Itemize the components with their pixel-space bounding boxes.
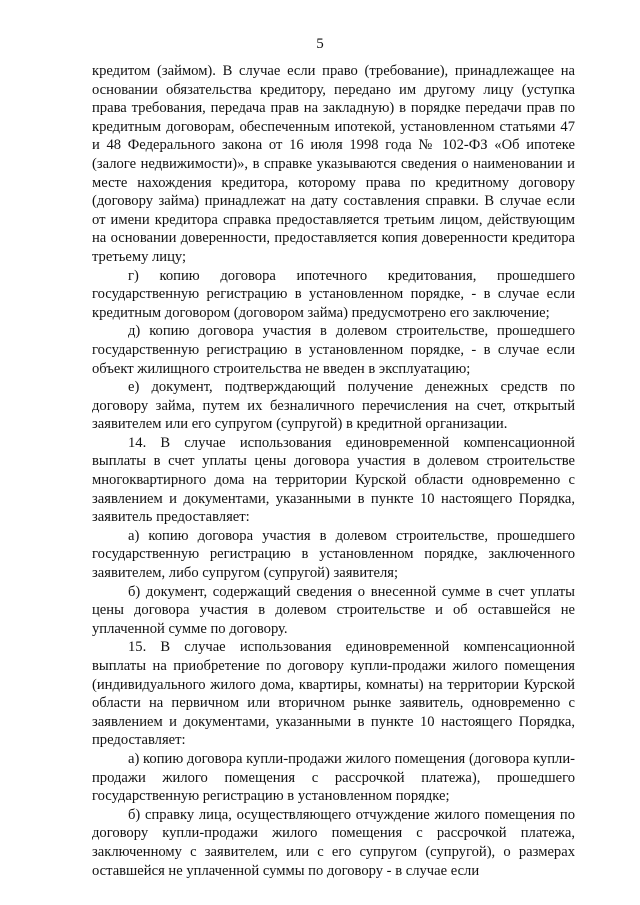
paragraph-item-g: г) копию договора ипотечного кредитования, прошедшего государственную регистрацию в установленном порядке, - в случае если кредитным договором (договором займа) предусмотрено его заключение;: [92, 267, 575, 321]
paragraph-14-item-a: а) копию договора участия в долевом строительстве, прошедшего государственную регистрацию в установленном порядке, заключенного заявителем, либо супругом (супругой) заявителя;: [92, 527, 575, 582]
paragraph-15-item-b: б) справку лица, осуществляющего отчуждение жилого помещения по договору купли-продажи жилого помещения с рассрочкой платежа, заключенному с заявителем, или с его супругом (супругой), о размерах оставшейся не уплаченной суммы по договору - в случае если: [92, 806, 575, 879]
paragraph-section-14: 14. В случае использования единовременной компенсационной выплаты в счет уплаты цены договора участия в долевом строительстве многоквартирного дома на территории Курской области одновременно с заявлением и документами, указанными в пункте 10 настоящего Порядка, заявитель предоставляет:: [92, 434, 575, 526]
page-number: 5: [316, 36, 324, 52]
paragraph-15-item-a: а) копию договора купли-продажи жилого помещения (договора купли-продажи жилого помещения с рассрочкой платежа), прошедшего государственную регистрацию в установленном порядке;: [92, 750, 575, 805]
paragraph-creditor-continuation: кредитом (займом). В случае если право (требование), принадлежащее на основании обязательства кредитору, передано им другому лицу (уступка права требования, передача прав на закладную) в порядке передачи прав по кредитным договорам, обеспеченным ипотекой, установленном статьями 47 и 48 Федерального закона от 16 июля 1998 года № 102-ФЗ «Об ипотеке (залоге недвижимости)», в справке указываются сведения о наименовании и месте нахождения кредитора, которому права по кредитному договору (договору займа) принадлежат на дату составления справки. В случае если от имени кредитора справка предоставляется третьим лицом, действующим на основании доверенности, предоставляется копия доверенности кредитора третьему лицу;: [92, 63, 575, 265]
paragraph-item-e: е) документ, подтверждающий получение денежных средств по договору займа, путем их безналичного перечисления на счет, открытый заявителем или его супругом (супругой) в кредитной организации.: [92, 379, 575, 433]
document-body: [92, 62, 575, 880]
paragraph-section-15: 15. В случае использования единовременной компенсационной выплаты на приобретение по договору купли-продажи жилого помещения (индивидуального жилого дома, квартиры, комнаты) на территории Курской области на первичном или вторичном рынке заявитель, одновременно с заявлением и документами, указанными в пункте 10 настоящего Порядка, предоставляет:: [92, 639, 575, 749]
paragraph-item-d: д) копию договора участия в долевом строительстве, прошедшего государственную регистрацию в установленном порядке, - в случае если объект жилищного строительства не введен в эксплуатацию;: [92, 323, 575, 377]
paragraph-14-item-b: б) документ, содержащий сведения о внесенной сумме в счет уплаты цены договора участия в долевом строительстве и об оставшейся не уплаченной сумме по договору.: [92, 583, 575, 637]
